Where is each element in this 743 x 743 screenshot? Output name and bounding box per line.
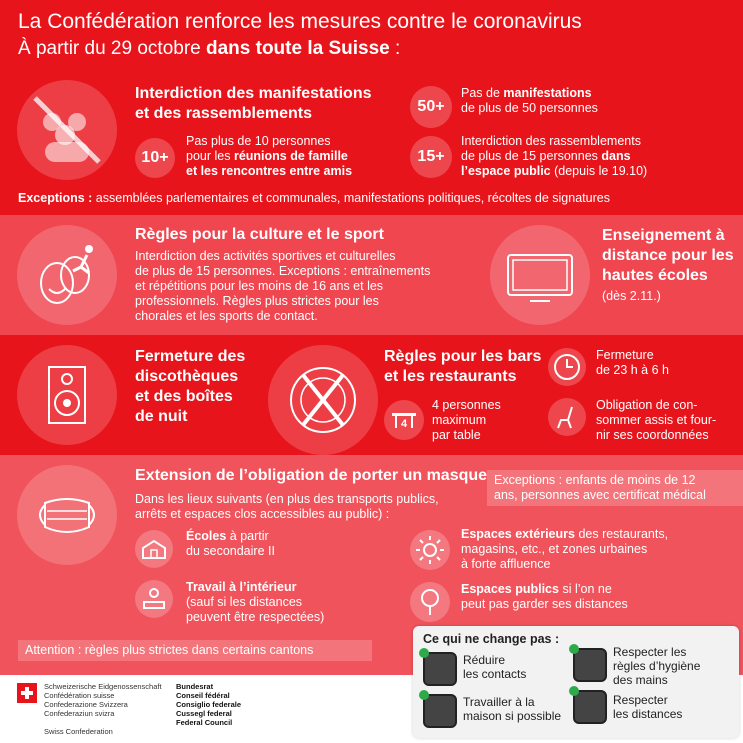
events-rule: Pas de manifestations de plus de 50 personnes — [461, 86, 598, 115]
unchanged-item-hygiene: Respecter les règles d’hygiène des mains — [613, 645, 701, 687]
plate-cutlery-icon — [268, 345, 378, 455]
federal-council-names: Bundesrat Conseil fédéral Consiglio federale Cussegl federal Federal Council — [176, 682, 242, 727]
confederation-names: Schweizerische Eidgenossenschaft Confédération suisse Confederazione Svizzera Confederaziun svizra — [44, 682, 162, 718]
gatherings-exceptions: Exceptions : assemblées parlementaires et communales, manifestations politiques, récoltes de signatures — [18, 191, 610, 205]
work-desk-icon — [135, 580, 173, 618]
masks-work: Travail à l’intérieur (sauf si les distances peuvent être respectées) — [186, 580, 325, 624]
tree-icon — [410, 582, 450, 622]
svg-text:4: 4 — [400, 418, 408, 430]
unchanged-title: Ce qui ne change pas : — [423, 632, 560, 646]
gatherings-heading: Interdiction des manifestations et des rassemblements — [135, 85, 372, 122]
masks-schools: Écoles à partir du secondaire II — [186, 529, 275, 558]
page-title: La Confédération renforce les mesures contre le coronavirus — [18, 10, 582, 33]
unchanged-panel — [413, 626, 739, 738]
table-rule: 4 personnes maximum par table — [432, 398, 501, 442]
family-rule: Pas plus de 10 personnes pour les réunions de famille et les rencontres entre amis — [186, 134, 353, 178]
culture-heading: Règles pour la culture et le sport — [135, 226, 384, 243]
unchanged-item-homework: Travailler à la maison si possible — [463, 695, 562, 723]
check-icon — [419, 690, 429, 700]
screen-icon — [490, 225, 590, 325]
schools-heading: Enseignement à distance pour les hautes écoles — [602, 227, 734, 284]
speaker-icon — [17, 345, 117, 445]
masks-public: Espaces publics si l’on ne peut pas garder ses distances — [461, 582, 628, 611]
reduce-contacts-icon — [423, 652, 457, 686]
hand-wash-icon — [573, 648, 607, 682]
school-building-icon — [135, 530, 173, 568]
check-icon — [419, 648, 429, 658]
culture-text: Interdiction des activités sportives et culturelles de plus de 15 personnes. Exceptions : entraînements et répétitions pour les moins de 16 ans et les professionnels. Règles plus strictes pour les chorales et les sports de contact. — [135, 249, 431, 323]
masks-outdoor: Espaces extérieurs des restaurants, magasins, etc., et zones urbaines à forte affluence — [461, 527, 669, 571]
mask-icon — [17, 465, 117, 565]
page-subtitle: À partir du 29 octobre dans toute la Suisse : — [18, 38, 401, 59]
unchanged-item-contacts: Réduire les contacts — [463, 653, 527, 681]
masks-heading: Extension de l’obligation de porter un masque — [135, 467, 488, 484]
clock-icon — [548, 348, 586, 386]
fifty-plus-icon: 50+ — [410, 86, 452, 128]
distance-icon — [573, 690, 607, 724]
check-icon — [569, 644, 579, 654]
table-icon — [384, 400, 424, 440]
fifteen-plus-icon: 15+ — [410, 136, 452, 178]
masks-exceptions: Exceptions : enfants de moins de 12 ans, personnes avec certificat médical — [487, 470, 743, 506]
nightlife-heading: Fermeture des discothèques et des boîtes de nuit — [135, 348, 246, 425]
no-gathering-icon — [17, 80, 117, 180]
schools-date: (dès 2.11.) — [602, 289, 661, 303]
laptop-icon — [423, 694, 457, 728]
sun-icon — [410, 530, 450, 570]
unchanged-item-distance: Respecter les distances — [613, 693, 683, 721]
swiss-confederation-label: Swiss Confederation — [44, 727, 113, 736]
restaurants-heading: Règles pour les bars et les restaurants — [384, 348, 542, 385]
attention-note: Attention : règles plus strictes dans certains cantons — [18, 640, 372, 661]
public-gathering-rule: Interdiction des rassemblements de plus de 15 personnes dans l’espace public (depuis le 19.10) — [461, 134, 648, 178]
masks-intro: Dans les lieux suivants (en plus des transports publics, arrêts et espaces clos accessibles au public) : — [135, 492, 439, 521]
swiss-flag-logo — [17, 683, 37, 703]
chair-icon — [548, 398, 586, 436]
closing-hours: Fermeture de 23 h à 6 h — [596, 348, 669, 377]
theater-masks-icon — [17, 225, 117, 325]
check-icon — [569, 686, 579, 696]
seated-rule: Obligation de con- sommer assis et four- nir ses coordonnées — [596, 398, 717, 442]
ten-plus-icon: 10+ — [135, 138, 175, 178]
